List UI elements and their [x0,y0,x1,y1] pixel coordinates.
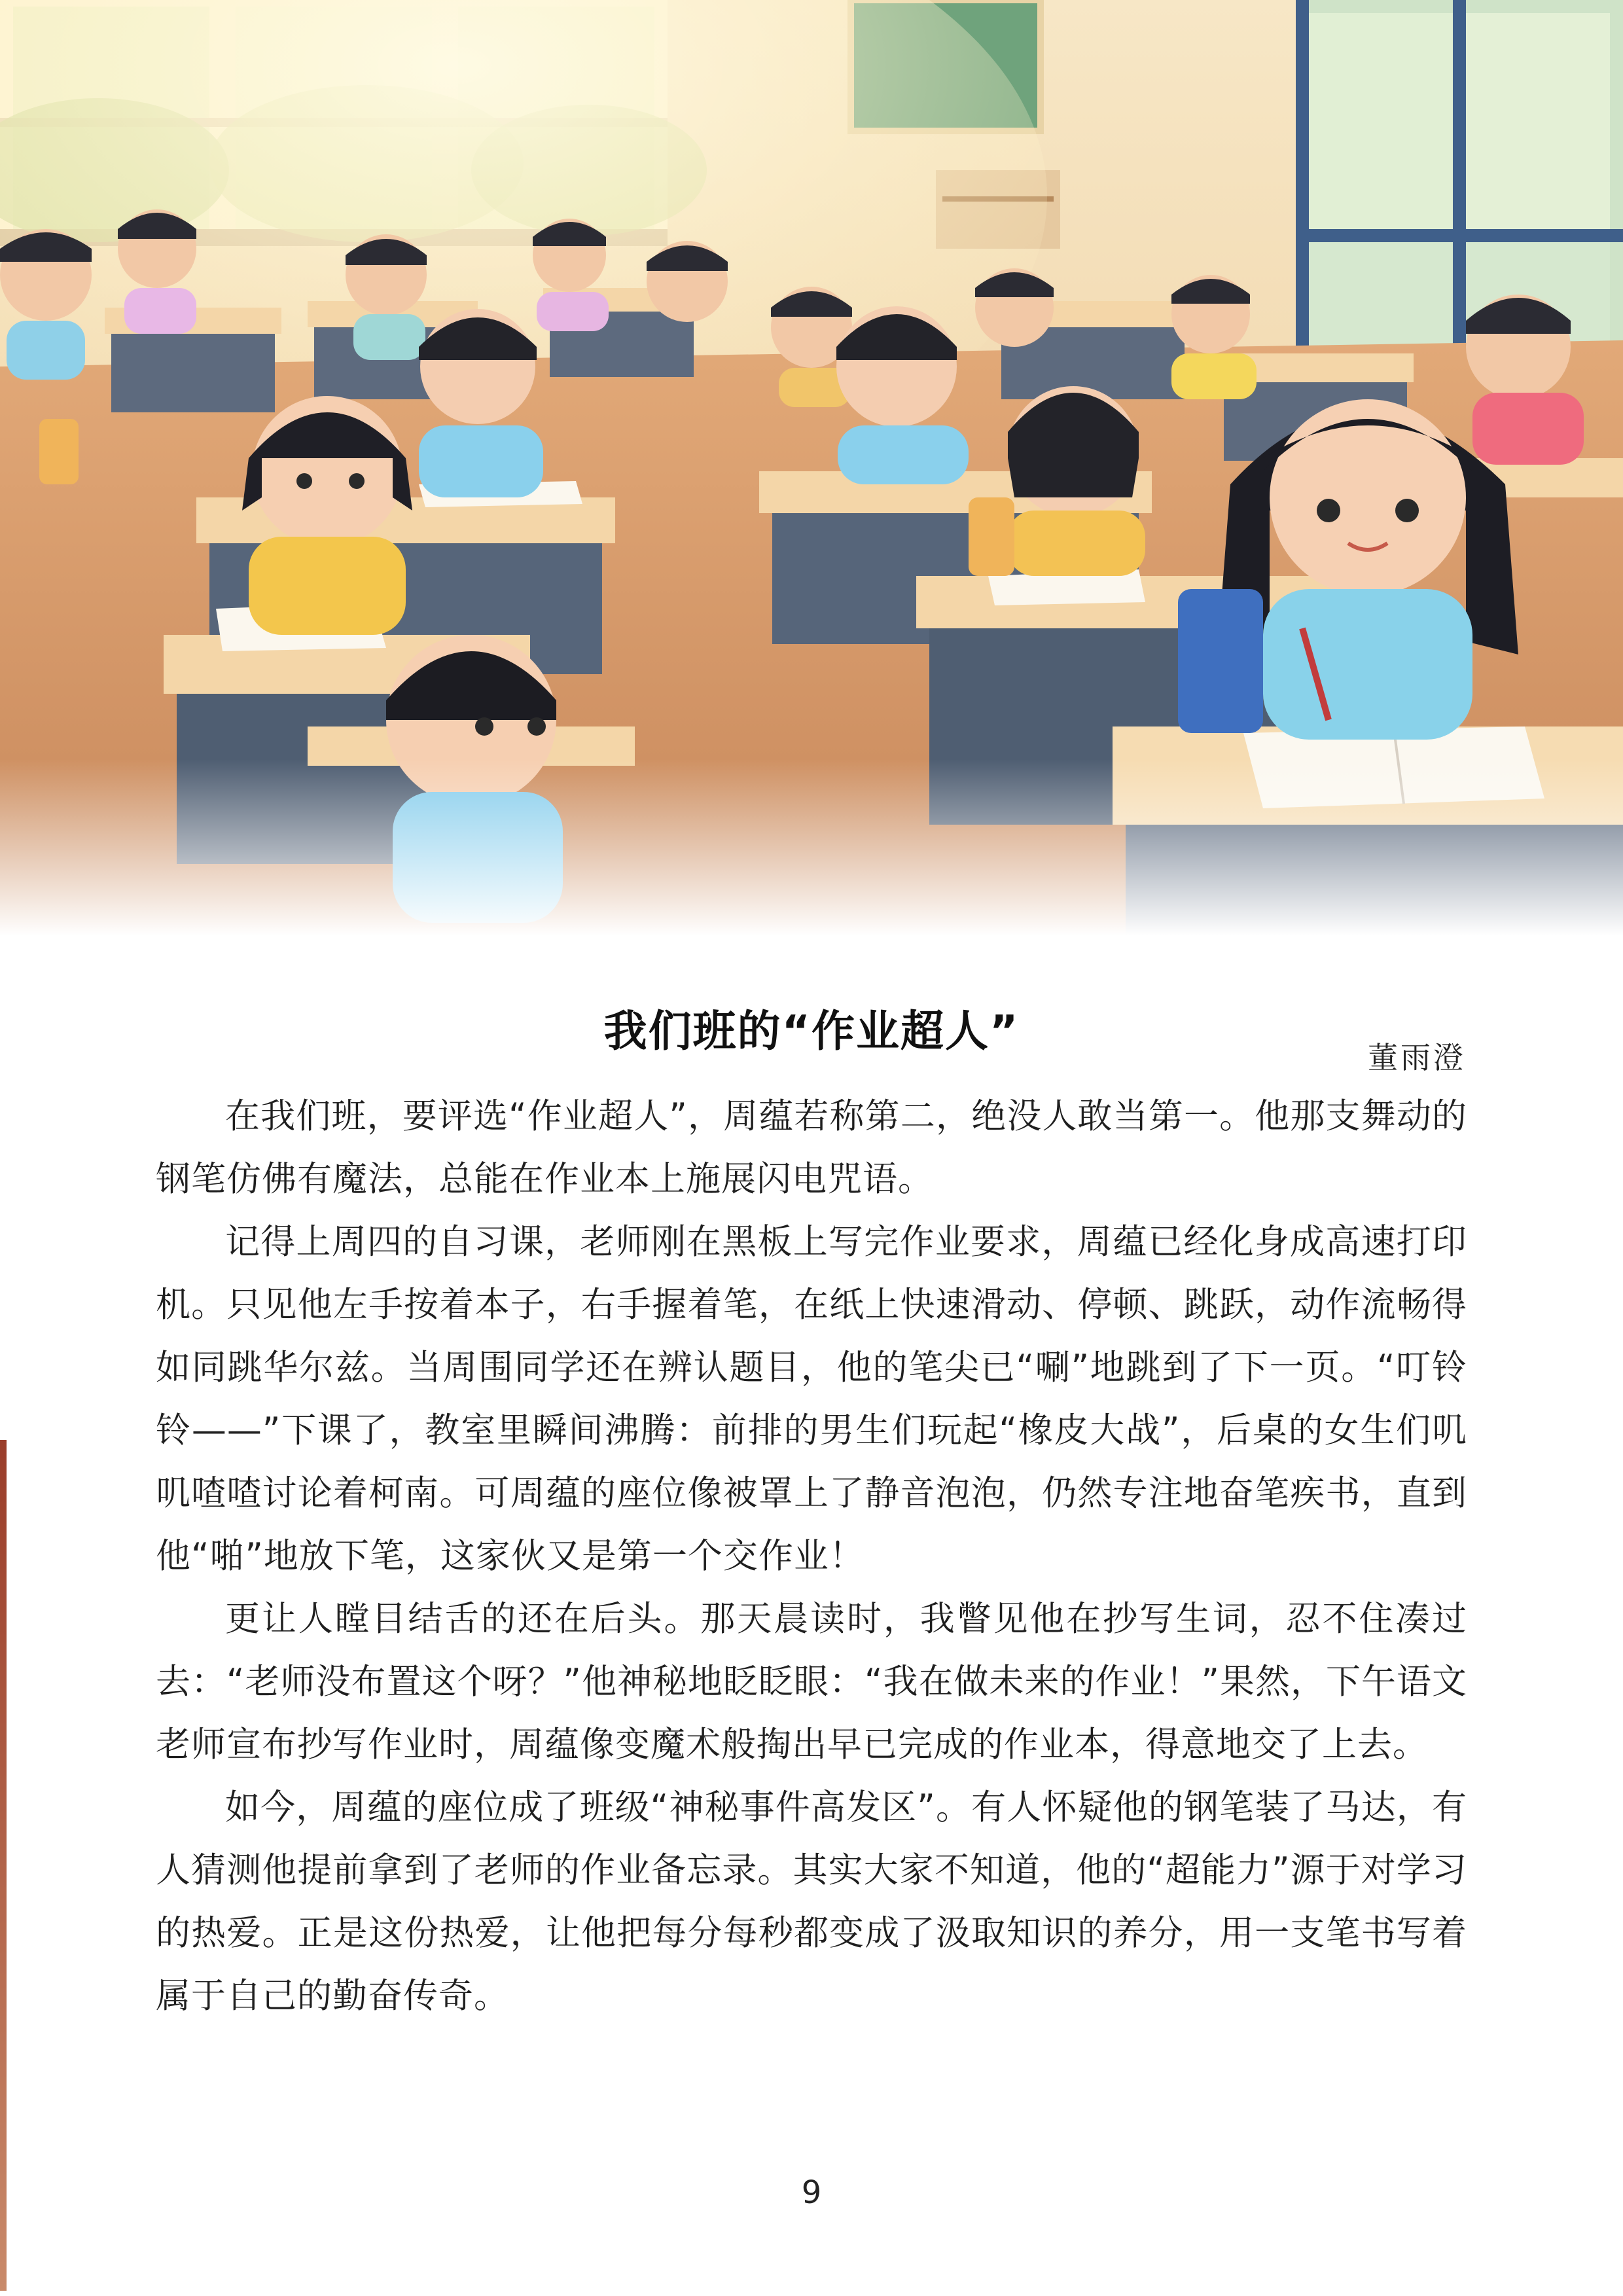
paragraph-1: 在我们班，要评选“作业超人”，周蕴若称第二，绝没人敢当第一。他那支舞动的钢笔仿佛有魔法，总能在作业本上施展闪电咒语。 [156,1096,1467,1199]
paragraph-3: 更让人瞠目结舌的还在后头。那天晨读时，我瞥见他在抄写生词，忍不住凑过去：“老师没布置这个呀？”他神秘地眨眨眼：“我在做未来的作业！”果然，下午语文老师宣布抄写作业时，周蕴像变魔术般掏出早已完成的作业本，得意地交了上去。 [156,1599,1467,1765]
article-body [156,1085,1467,2028]
page-edge-decoration [0,1440,7,2291]
paragraph-4: 如今，周蕴的座位成了班级“神秘事件高发区”。有人怀疑他的钢笔装了马达，有人猜测他提前拿到了老师的作业备忘录。其实大家不知道，他的“超能力”源于对学习的热爱。正是这份热爱，让他把每分每秒都变成了汲取知识的养分，用一支笔书写着属于自己的勤奋传奇。 [156,1787,1467,2016]
header-illustration [0,0,1623,936]
paragraph-2: 记得上周四的自习课，老师刚在黑板上写完作业要求，周蕴已经化身成高速打印机。只见他左手按着本子，右手握着笔，在纸上快速滑动、停顿、跳跃，动作流畅得如同跳华尔兹。当周围同学还在辨认题目，他的笔尖已“唰”地跳到了下一页。“叮铃铃——”下课了，教室里瞬间沸腾：前排的男生们玩起“橡皮大战”，后桌的女生们叽叽喳喳讨论着柯南。可周蕴的座位像被罩上了静音泡泡，仍然专注地奋笔疾书，直到他“啪”地放下笔，这家伙又是第一个交作业！ [156,1222,1467,1576]
chair [1178,589,1263,733]
article-author: 董雨澄 [1368,1040,1466,1075]
page-number: 9 [801,2174,822,2211]
classroom-illustration [0,0,1623,936]
window-right [1296,0,1623,367]
article-title: 我们班的“作业超人” [603,1006,1020,1057]
